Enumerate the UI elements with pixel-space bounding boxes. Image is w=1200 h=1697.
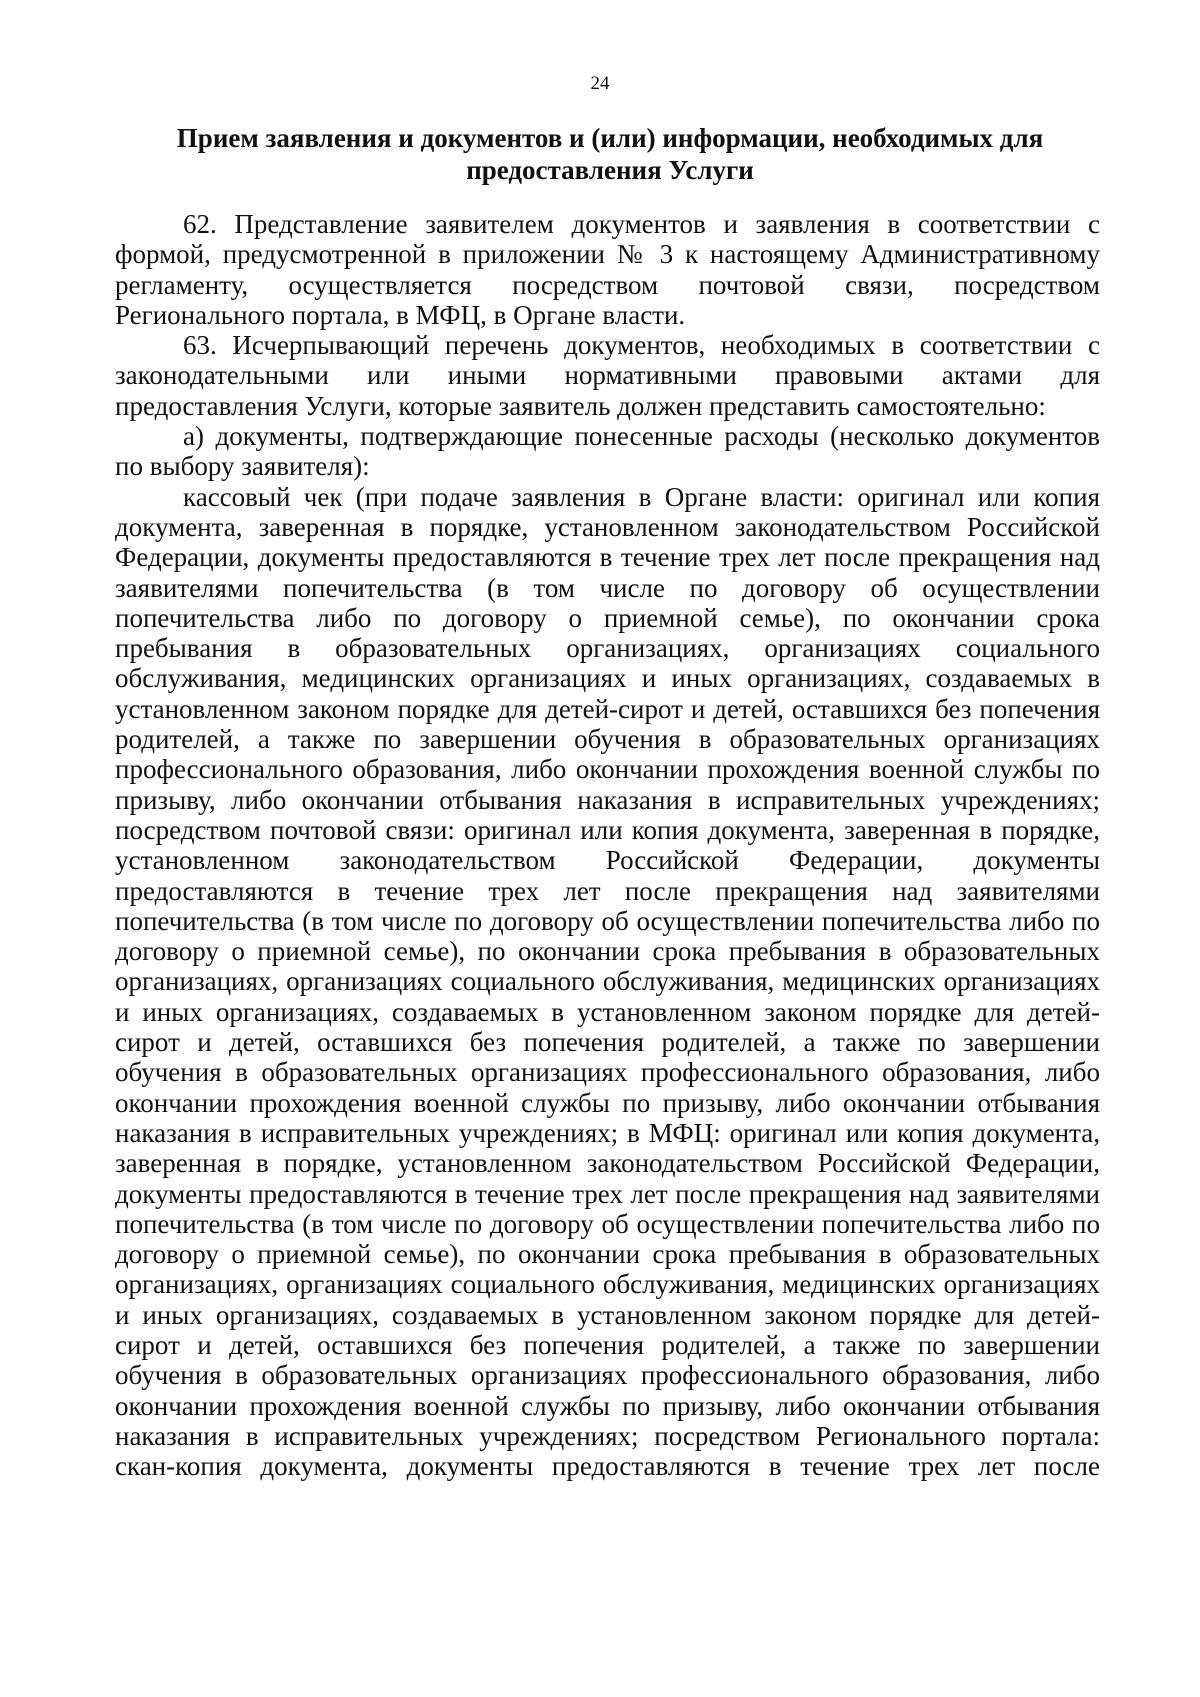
paragraph-62: 62. Представление заявителем документов и заявления в соответствии с формой, предусмотренной в приложении № 3 к настоящему Административному регламенту, осуществляется посредством почтовой связи, посредством Регионального портала, в МФЦ, в Органе власти. xyxy=(115,209,1100,330)
document-body xyxy=(115,209,1100,1481)
page-number: 24 xyxy=(590,73,610,94)
paragraph-item-a: а) документы, подтверждающие понесенные расходы (несколько документов по выбору заявителя): xyxy=(115,421,1100,482)
paragraph-63: 63. Исчерпывающий перечень документов, необходимых в соответствии с законодательными или иными нормативными правовыми актами для предоставления Услуги, которые заявитель должен представить самостоятельно: xyxy=(115,330,1100,421)
paragraph-cash-receipt: кассовый чек (при подаче заявления в Органе власти: оригинал или копия документа, заверенная в порядке, установленном законодательством Российской Федерации, документы предоставляются в течение трех лет после прекращения над заявителями попечительства (в том числе по договору об осуществлении попечительства либо по договору о приемной семье), по окончании срока пребывания в образовательных организациях, организациях социального обслуживания, медицинских организациях и иных организациях, создаваемых в установленном законом порядке для детей-сирот и детей, оставшихся без попечения родителей, а также по завершении обучения в образовательных организациях профессионального образования, либо окончании прохождения военной службы по призыву, либо окончании отбывания наказания в исправительных учреждениях; посредством почтовой связи: оригинал или копия документа, заверенная в порядке, установленном законодательством Российской Федерации, документы предоставляются в течение трех лет после прекращения над заявителями попечительства (в том числе по договору об осуществлении попечительства либо по договору о приемной семье), по окончании срока пребывания в образовательных организациях, организациях социального обслуживания, медицинских организациях и иных организациях, создаваемых в установленном законом порядке для детей-сирот и детей, оставшихся без попечения родителей, а также по завершении обучения в образовательных организациях профессионального образования, либо окончании прохождения военной службы по призыву, либо окончании отбывания наказания в исправительных учреждениях; в МФЦ: оригинал или копия документа, заверенная в порядке, установленном законодательством Российской Федерации, документы предоставляются в течение трех лет после прекращения над заявителями попечительства (в том числе по договору об осуществлении попечительства либо по договору о приемной семье), по окончании срока пребывания в образовательных организациях, организациях социального обслуживания, медицинских организациях и иных организациях, создаваемых в установленном законом порядке для детей-сирот и детей, оставшихся без попечения родителей, а также по завершении обучения в образовательных организациях профессионального образования, либо окончании прохождения военной службы по призыву, либо окончании отбывания наказания в исправительных учреждениях; посредством Регионального портала: скан-копия документа, документы предоставляются в течение трех лет после xyxy=(115,481,1100,1482)
section-heading: Прием заявления и документов и (или) информации, необходимых для предоставления Услуги xyxy=(176,123,1044,185)
